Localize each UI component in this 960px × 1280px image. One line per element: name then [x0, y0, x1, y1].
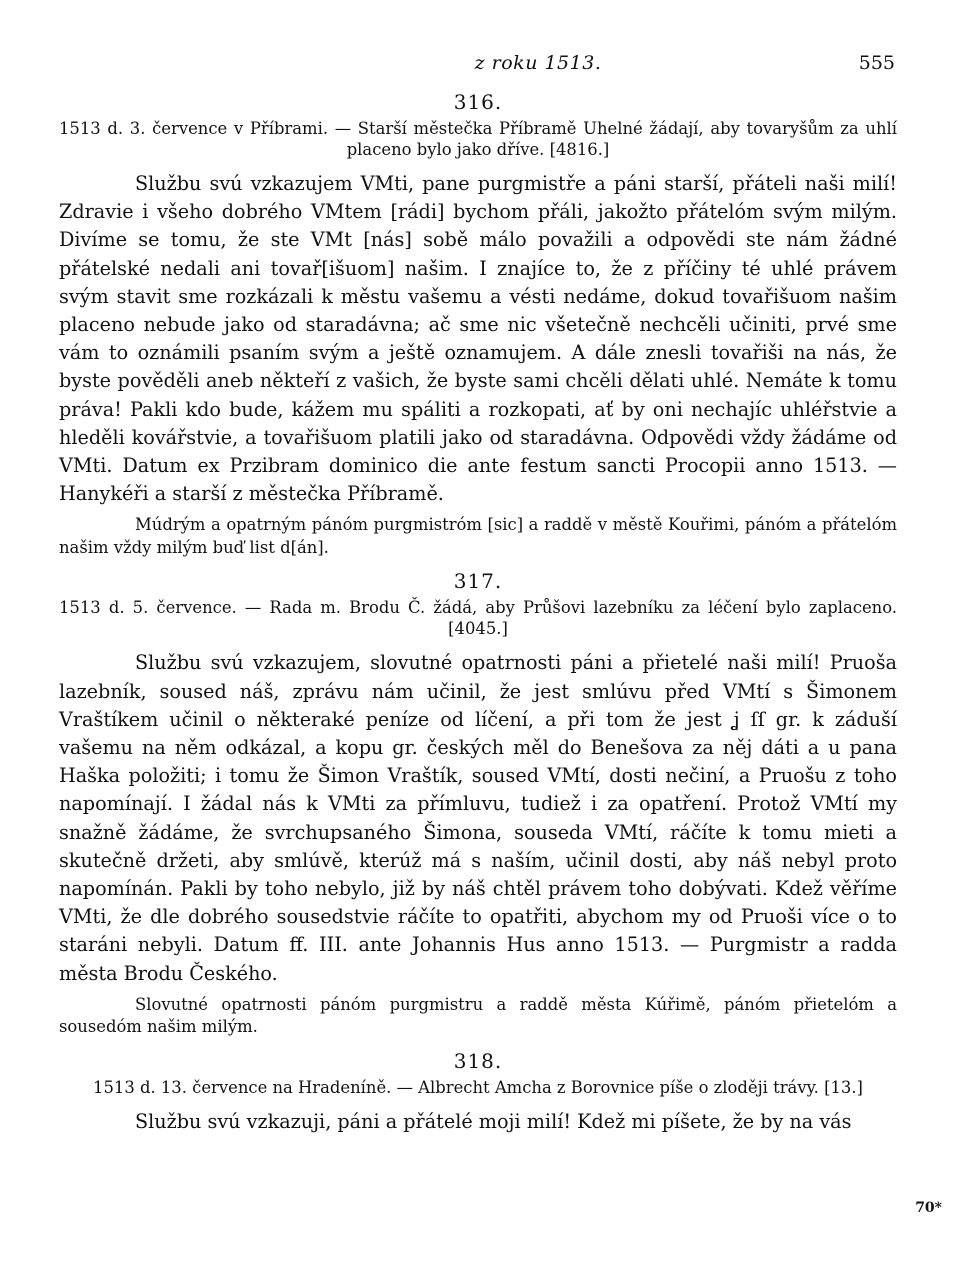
document-regest: 1513 d. 5. července. — Rada m. Brodu Č. žádá, aby Průšovi lazebníku za léčení bylo zaplaceno. [4045.]	[59, 598, 897, 639]
page-number: 555	[858, 52, 895, 74]
document-number: 316.	[453, 90, 503, 114]
document-body: Službu svú vzkazuji, páni a přátelé moji milí! Kdež mi píšete, že by na vás	[135, 1109, 852, 1133]
document-number: 318.	[453, 1048, 503, 1073]
document-317	[59, 569, 897, 1038]
document-body: Službu svú vzkazujem, slovutné opatrnosti páni a přietelé naši milí! Pruoša lazebník, soused náš, zprávu nám učinil, že jest smlúvu před VMtí s Šimonem Vraštíkem učinil o některaké peníze od líčení, a při tom že jest ʝ ſſ gr. k záduší vašemu na něm odkázal, a kopu gr. českých měl do Benešova za něj dáti a u pana Haška položiti; i tomu že Šimon Vraštík, soused VMtí, dosti nečiní, a Pruošu z toho napomínají. I žádal nás k VMti za přímluvu, tudiež i za opatření. Protož VMtí my snažně žádáme, že svrchupsaného Šimona, souseda VMtí, ráčíte k tomu mieti a skutečně držeti, aby smlúvě, kterúž má s naším, učinil dosti, aby náš nebyl proto napomínán. Pakli by toho nebylo, již by náš chtěl právem toho dobývati. Kdež věříme VMti, že dle dobrého sousedstvie ráčíte to opatřiti, abychom my od Pruoši více o to staráni nebyli. Datum ff. III. ante Johannis Hus anno 1513. — Purgmistr a radda města Brodu Českého.	[59, 651, 897, 985]
document-address: Slovutné opatrnosti pánóm purgmistru a raddě města Kúřimě, pánóm přietelóm a sousedóm našim milým.	[59, 994, 897, 1037]
document-regest: 1513 d. 3. července v Příbrami. — Starší městečka Příbramě Uhelné žádají, aby tovaryšům za uhlí placeno bylo jako dříve. [4816.]	[59, 119, 897, 159]
document-number: 317.	[453, 569, 503, 594]
signature-mark: 70*	[915, 1200, 942, 1216]
page	[59, 52, 897, 1136]
running-head	[59, 52, 897, 80]
document-address: Múdrým a opatrným pánóm purgmistróm [sic] a raddě v městě Kouřimi, pánóm a přátelóm našim vždy milým buď list d[án].	[59, 515, 897, 557]
document-316	[59, 90, 897, 559]
document-body: Službu svú vzkazujem VMti, pane purgmistře a páni starší, přáteli naši milí! Zdravie i všeho dobrého VMtem [rádi] bychom přáli, jakožto přátelóm svým milým. Divíme se tomu, že ste VMt [nás] sobě málo považili a odpovědi ste nám žádné přátelské nedali ani tovař[išuom] našim. I znajíce to, že z příčiny té uhlé právem svým stavit sme rozkázali k městu vašemu a vésti nedáme, dokud tovařišuom našim placeno nebude jako od staradávna; ač sme nic všetečně nechcěli učiniti, prvé sme vám to oznámili psaním svým a ještě oznamujem. A dále znesli tovařiši na nás, že byste pověděli aneb někteří z vašich, že byste sami chcěli dělati uhlé. Nemáte k tomu práva! Pakli kdo bude, kážem mu spáliti a rozkopati, ať by oni nechajíc uhléřstvie a hleděli kovářstvie, a tovařišuom platili jako od staradávna. Odpovědi vždy žádáme od VMti. Datum ex Przibram dominico die ante festum sancti Procopii anno 1513. — Hanykéři a starší z městečka Příbramě.	[59, 172, 897, 506]
document-regest: 1513 d. 13. července na Hradeníně. — Albrecht Amcha z Borovnice píše o zloději trávy. [13.]	[93, 1077, 863, 1097]
document-318	[59, 1049, 897, 1136]
running-title: z roku 1513.	[474, 52, 602, 74]
